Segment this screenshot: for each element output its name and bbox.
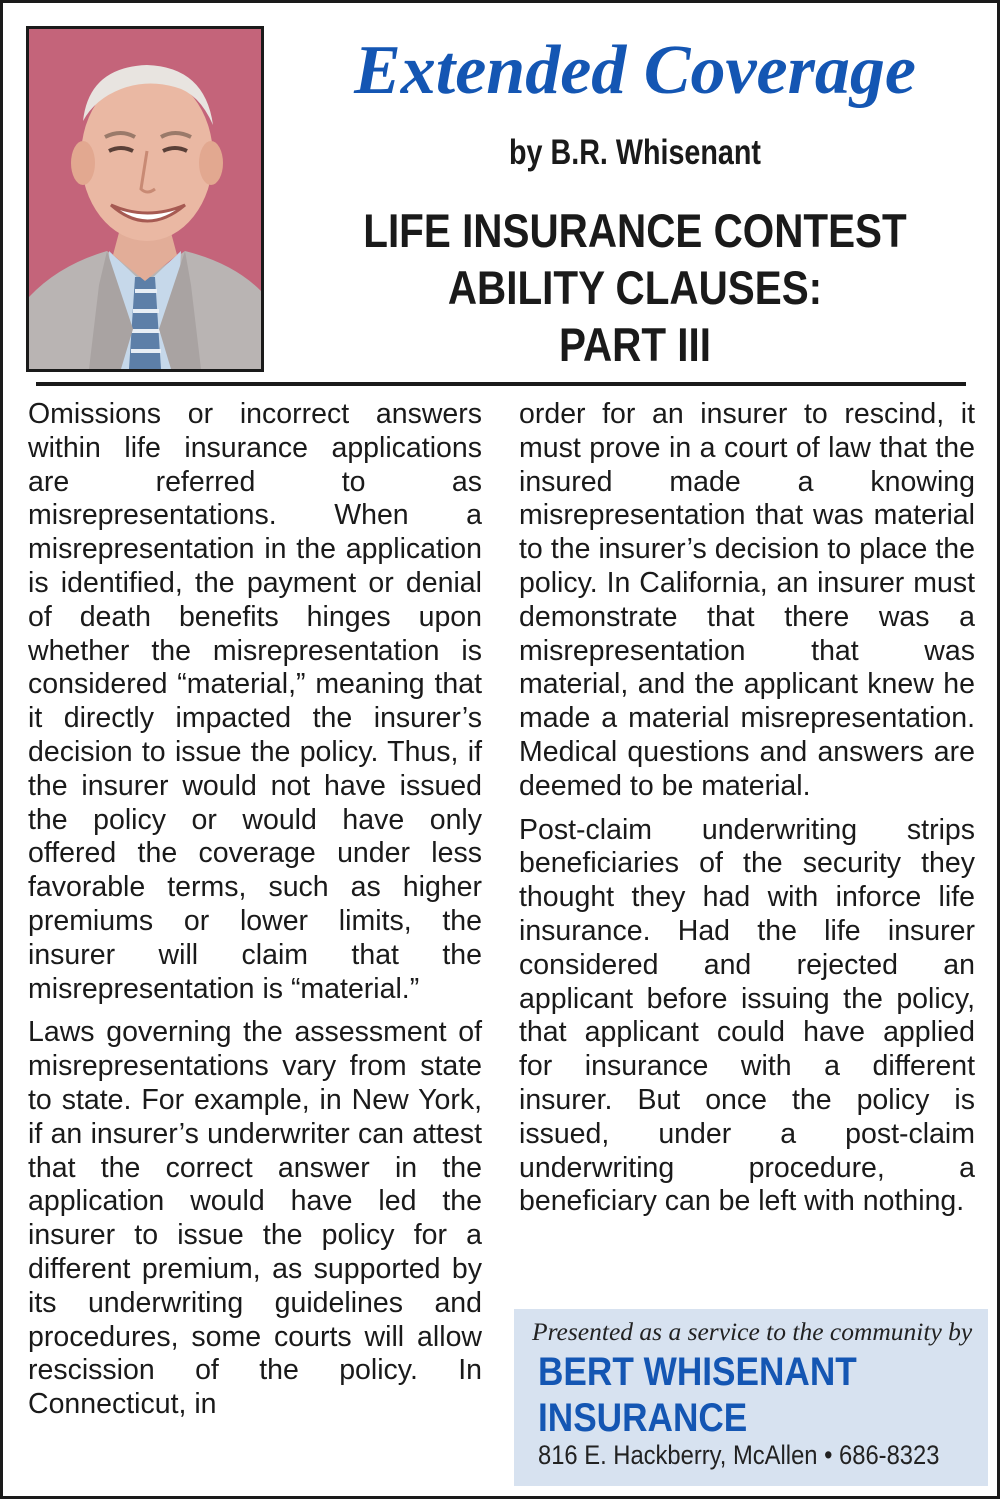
author-portrait-icon	[29, 29, 261, 369]
article-column-left	[28, 398, 482, 1432]
sponsor-name-line: INSURANCE	[538, 1396, 748, 1440]
sponsor-name-line: BERT WHISENANT	[538, 1350, 857, 1394]
author-photo	[26, 26, 264, 372]
byline: by B.R. Whisenant	[509, 133, 761, 172]
article-paragraph: Laws governing the assessment of misrepresentations vary from state to state. For example, in New York, if an insurer’s underwriter can attest that the correct answer in the application would have led the insurer to issue the policy for a different premium, as supported by its underwriting guidelines and procedures, some courts will allow rescission of the policy. In Connecticut, in	[28, 1016, 482, 1421]
headline	[338, 202, 931, 373]
column-title: Extended Coverage	[354, 32, 916, 109]
article-paragraph: order for an insurer to rescind, it must prove in a court of law that the insured made a knowing misrepresentation that was material to the insurer’s decision to place the policy. In California, an insurer must demonstrate that there was a misrepresentation that was material, and the applicant knew he made a material misrepresentation. Medical questions and answers are deemed to be material.	[519, 398, 975, 802]
article-column-right	[519, 398, 975, 1229]
headline-line: PART III	[559, 318, 711, 371]
sponsor-name	[538, 1349, 925, 1441]
divider-rule	[36, 382, 966, 386]
sponsor-presented-by: Presented as a service to the community by	[532, 1317, 973, 1346]
article-paragraph: Omissions or incorrect answers within life insurance applications are referred to as misrepresentations. When a misrepresentation in the application is identified, the payment or denial of death benefits hinges upon whether the misrepresentation is considered “material,” meaning that it directly impacted the insurer’s decision to issue the policy. Thus, if the insurer would not have issued the policy or would have only offered the coverage under less favorable terms, such as higher premiums or lower limits, the insurer will claim that the misrepresentation is “material.”	[28, 398, 482, 1005]
article-paragraph: Post-claim underwriting strips beneficiaries of the security they thought they had with inforce life insurance. Had the life insurer considered and rejected an applicant before issuing the policy, that applicant could have applied for insurance with a different insurer. But once the policy is issued, under a post-claim underwriting procedure, a beneficiary can be left with nothing.	[519, 813, 975, 1218]
headline-line: ABILITY CLAUSES:	[447, 261, 823, 314]
sponsor-box	[514, 1309, 988, 1486]
sponsor-address: 816 E. Hackberry, McAllen • 686-8323	[538, 1440, 940, 1470]
headline-line: LIFE INSURANCE CONTEST	[363, 204, 907, 257]
